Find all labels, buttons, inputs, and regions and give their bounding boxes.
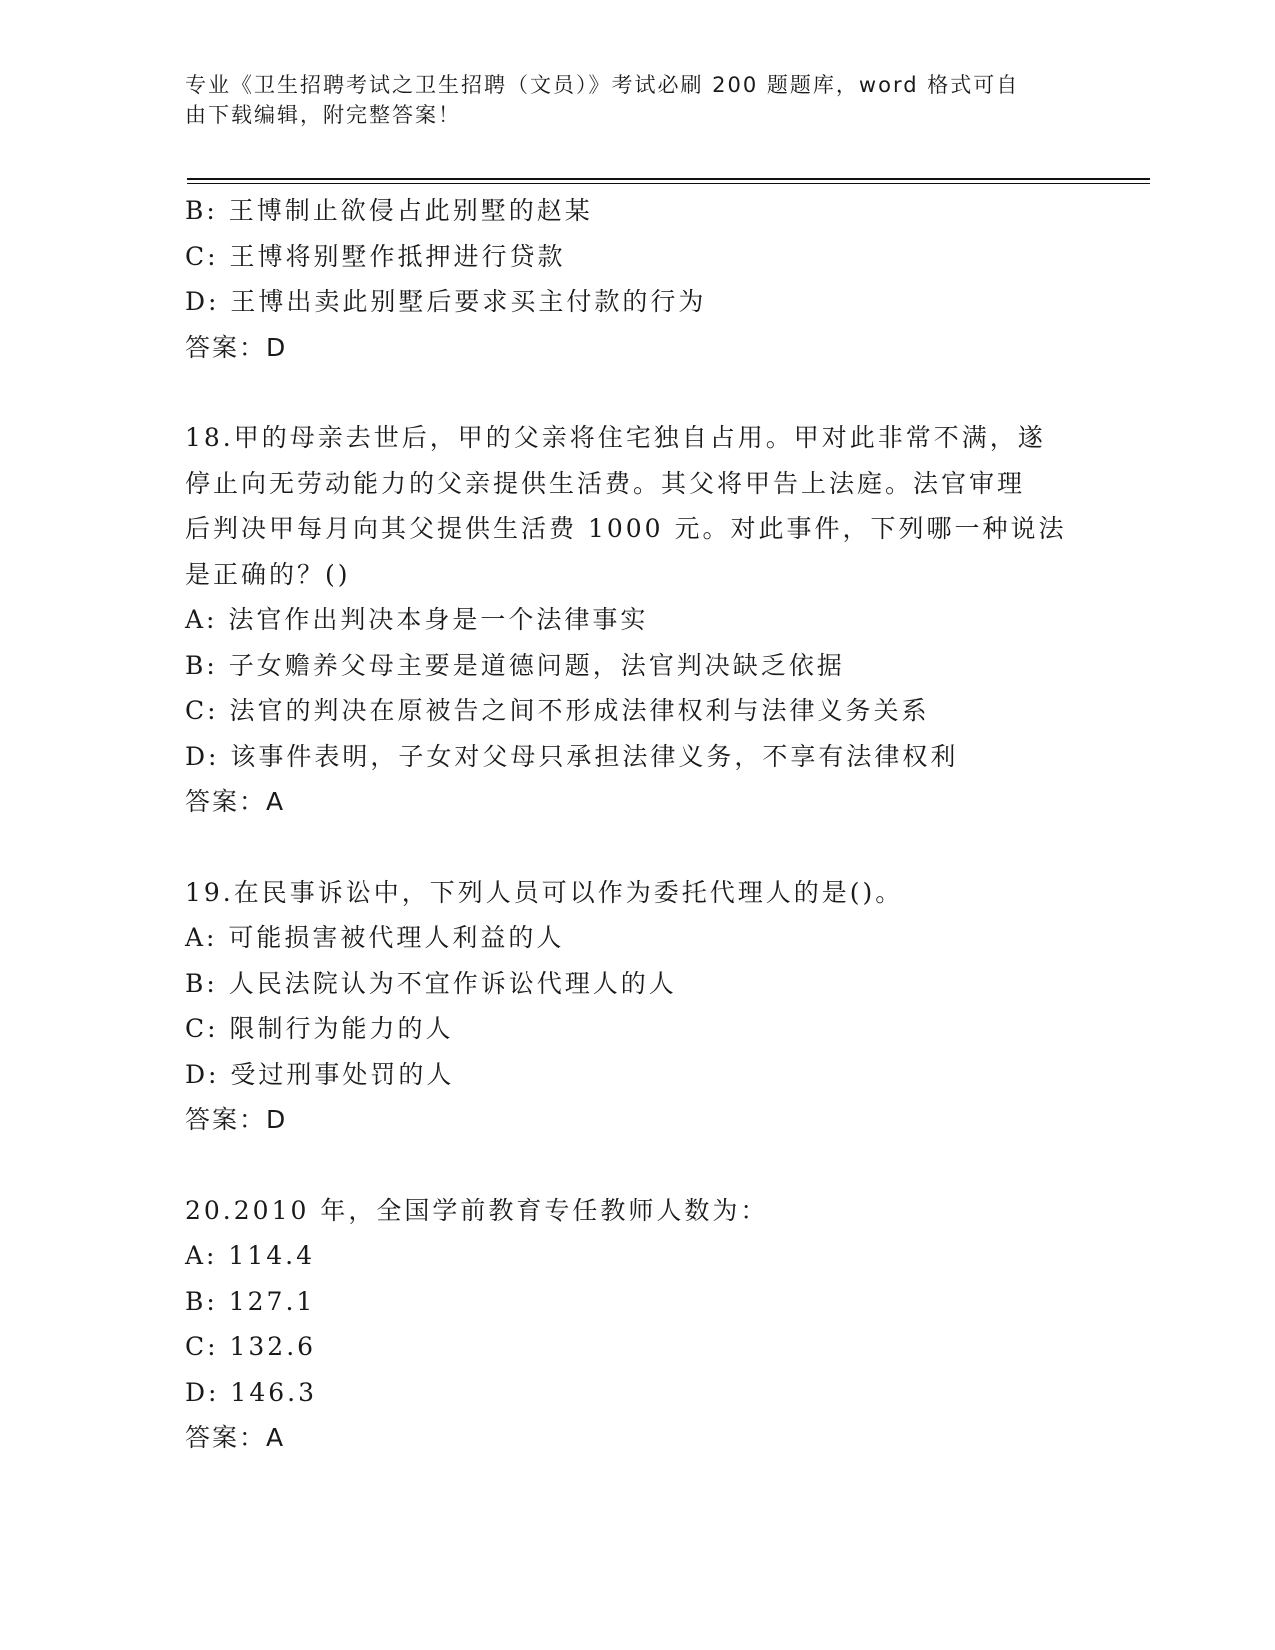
question-18 bbox=[185, 415, 1085, 825]
option-b: B: 王博制止欲侵占此别墅的赵某 bbox=[185, 196, 593, 225]
question-20 bbox=[185, 1188, 1085, 1461]
header-line-1: 专业《卫生招聘考试之卫生招聘（文员）》考试必刷 200 题题库，word 格式可自 bbox=[185, 73, 1020, 97]
spacer bbox=[185, 370, 1085, 415]
question-stem: 20.2010 年，全国学前教育专任教师人数为： bbox=[185, 1195, 769, 1225]
answer-line: 答案：A bbox=[185, 787, 286, 816]
option-c: C: 限制行为能力的人 bbox=[185, 1014, 454, 1043]
option-c: C: 王博将别墅作抵押进行贷款 bbox=[185, 241, 566, 271]
question-stem: 停止向无劳动能力的父亲提供生活费。其父将甲告上法庭。法官审理 bbox=[185, 468, 1026, 498]
header-divider-thick bbox=[187, 178, 1150, 180]
spacer bbox=[185, 1143, 1085, 1188]
option-a: A: 法官作出判决本身是一个法律事实 bbox=[185, 605, 649, 634]
answer-line: 答案：A bbox=[185, 1423, 286, 1452]
option-d: D: 该事件表明，子女对父母只承担法律义务，不享有法律权利 bbox=[185, 741, 959, 771]
answer-line: 答案：D bbox=[185, 332, 288, 362]
option-c: C: 法官的判决在原被告之间不形成法律权利与法律义务关系 bbox=[185, 696, 930, 725]
option-b: B: 127.1 bbox=[185, 1286, 316, 1316]
previous-question-tail bbox=[185, 188, 1085, 370]
option-b: B: 子女赡养父母主要是道德问题，法官判决缺乏依据 bbox=[185, 650, 845, 680]
question-stem: 是正确的？() bbox=[185, 559, 351, 589]
page-header bbox=[185, 70, 1065, 130]
question-19 bbox=[185, 870, 1085, 1143]
document-body bbox=[185, 188, 1085, 1461]
option-d: D: 146.3 bbox=[185, 1377, 317, 1407]
header-divider-thin bbox=[187, 183, 1150, 184]
option-a: A: 114.4 bbox=[185, 1241, 315, 1270]
option-a: A: 可能损害被代理人利益的人 bbox=[185, 923, 565, 952]
option-d: D: 受过刑事处罚的人 bbox=[185, 1059, 455, 1089]
option-b: B: 人民法院认为不宜作诉讼代理人的人 bbox=[185, 968, 677, 998]
spacer bbox=[185, 825, 1085, 870]
option-c: C: 132.6 bbox=[185, 1332, 317, 1361]
header-line-2: 由下载编辑，附完整答案！ bbox=[185, 103, 461, 127]
question-stem: 18.甲的母亲去世后，甲的父亲将住宅独自占用。甲对此非常不满，遂 bbox=[185, 423, 1046, 452]
answer-line: 答案：D bbox=[185, 1105, 288, 1134]
option-d: D: 王博出卖此别墅后要求买主付款的行为 bbox=[185, 287, 707, 316]
question-stem: 19.在民事诉讼中，下列人员可以作为委托代理人的是()。 bbox=[185, 877, 904, 907]
question-stem: 后判决甲每月向其父提供生活费 1000 元。对此事件，下列哪一种说法 bbox=[185, 514, 1067, 543]
